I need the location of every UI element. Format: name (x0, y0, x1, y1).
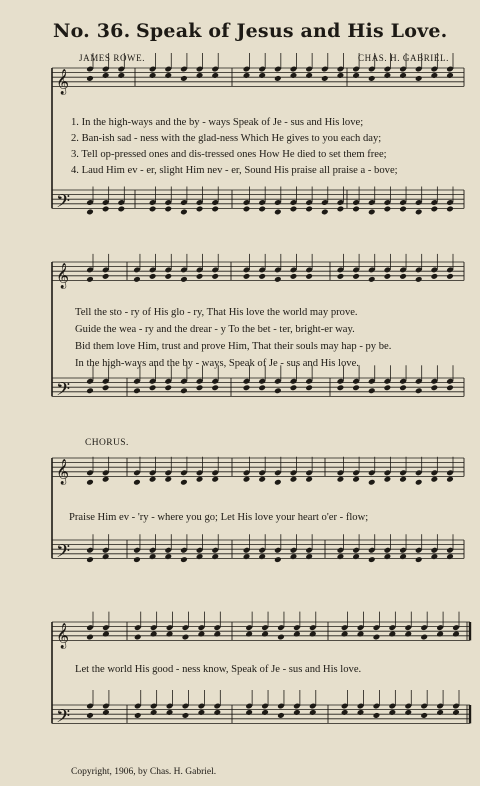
note-head (258, 476, 266, 483)
note-head (243, 273, 251, 280)
note-head (305, 476, 313, 483)
note-head (149, 206, 157, 213)
note-head (431, 476, 439, 483)
note-head (446, 206, 454, 213)
note-head (337, 273, 345, 280)
chorus-label: CHORUS. (85, 438, 129, 448)
note-head (415, 75, 423, 82)
chorus-line-1: Praise Him ev - 'ry - where you go; Let His love your heart o'er - flow; (69, 512, 369, 523)
note-head (337, 72, 345, 79)
note-head (436, 631, 444, 638)
note-head (274, 556, 282, 563)
note-head (399, 384, 407, 391)
bass-clef: 𝄢 (56, 191, 71, 217)
note-head (389, 631, 397, 638)
note-head (196, 206, 204, 213)
treble-clef: 𝄞 (56, 69, 70, 95)
note-head (399, 273, 407, 280)
note-head (211, 72, 219, 79)
note-head (261, 709, 269, 716)
note-head (352, 273, 360, 280)
note-head (446, 476, 454, 483)
note-head (86, 634, 94, 641)
note-head (213, 631, 221, 638)
note-head (102, 631, 110, 638)
note-head (431, 384, 439, 391)
note-head (399, 476, 407, 483)
note-head (446, 72, 454, 79)
note-head (321, 209, 329, 216)
verse-3-line-1: 3. Tell op-pressed ones and dis-tressed ones How He died to set them free; (71, 149, 387, 160)
note-head (337, 384, 345, 391)
note-head (149, 72, 157, 79)
bass-clef: 𝄢 (56, 379, 71, 405)
note-head (384, 72, 392, 79)
note-head (309, 631, 317, 638)
note-head (102, 384, 110, 391)
note-head (384, 384, 392, 391)
note-head (243, 476, 251, 483)
note-head (389, 709, 397, 716)
note-head (198, 631, 206, 638)
note-head (341, 709, 349, 716)
note-head (134, 634, 142, 641)
note-head (415, 276, 423, 283)
note-head (368, 556, 376, 563)
note-head (431, 72, 439, 79)
note-head (258, 72, 266, 79)
note-head (211, 476, 219, 483)
note-head (150, 631, 158, 638)
note-head (274, 479, 282, 486)
note-head (164, 206, 172, 213)
note-head (404, 631, 412, 638)
hymn-title: Speak of Jesus and His Love. (136, 20, 448, 42)
note-head (415, 387, 423, 394)
note-head (198, 709, 206, 716)
note-head (258, 384, 266, 391)
note-head (102, 709, 110, 716)
note-head (134, 712, 142, 719)
note-head (452, 709, 460, 716)
note-head (277, 712, 285, 719)
note-head (352, 553, 360, 560)
note-head (368, 387, 376, 394)
note-head (384, 476, 392, 483)
note-head (446, 553, 454, 560)
note-head (164, 72, 172, 79)
note-head (182, 712, 190, 719)
note-head (180, 387, 188, 394)
verse-1-line-1: 1. In the high-ways and the by - ways Speak of Je - sus and His love; (71, 117, 364, 128)
note-head (86, 387, 94, 394)
note-head (166, 709, 174, 716)
note-head (164, 384, 172, 391)
note-head (149, 384, 157, 391)
note-head (243, 553, 251, 560)
copyright-notice: Copyright, 1906, by Chas. H. Gabriel. (71, 767, 217, 777)
note-head (290, 476, 298, 483)
chorus-line-2: Let the world His good - ness know, Speak of Je - sus and His love. (75, 664, 362, 675)
treble-clef: 𝄞 (56, 459, 70, 485)
note-head (196, 476, 204, 483)
note-head (293, 709, 301, 716)
note-head (213, 709, 221, 716)
note-head (245, 709, 253, 716)
note-head (86, 479, 94, 486)
note-head (102, 273, 110, 280)
note-head (102, 72, 110, 79)
note-head (274, 209, 282, 216)
note-head (274, 276, 282, 283)
note-head (352, 72, 360, 79)
note-head (274, 75, 282, 82)
note-head (431, 273, 439, 280)
note-head (180, 276, 188, 283)
note-head (368, 276, 376, 283)
note-head (274, 387, 282, 394)
note-head (102, 553, 110, 560)
note-head (164, 273, 172, 280)
verse-3-line-2: Bid them love Him, trust and prove Him, That their souls may hap - py be. (75, 341, 392, 352)
note-head (309, 709, 317, 716)
note-head (196, 553, 204, 560)
note-head (341, 631, 349, 638)
note-head (431, 206, 439, 213)
note-head (399, 553, 407, 560)
note-head (149, 553, 157, 560)
note-head (404, 709, 412, 716)
note-head (164, 553, 172, 560)
note-head (164, 476, 172, 483)
note-head (180, 556, 188, 563)
note-head (290, 72, 298, 79)
note-head (368, 209, 376, 216)
note-head (446, 384, 454, 391)
note-head (180, 209, 188, 216)
note-head (384, 553, 392, 560)
note-head (436, 709, 444, 716)
note-head (86, 712, 94, 719)
bass-clef: 𝄢 (56, 541, 71, 567)
note-head (357, 631, 365, 638)
note-head (305, 206, 313, 213)
note-head (446, 273, 454, 280)
note-head (86, 209, 94, 216)
note-head (211, 384, 219, 391)
lyricist-credit: JAMES ROWE. (79, 53, 146, 63)
note-head (290, 206, 298, 213)
note-head (415, 209, 423, 216)
note-head (150, 709, 158, 716)
bass-clef: 𝄢 (56, 706, 71, 732)
note-head (102, 206, 110, 213)
note-head (290, 273, 298, 280)
note-head (373, 634, 381, 641)
note-head (86, 75, 94, 82)
note-head (180, 75, 188, 82)
note-head (352, 384, 360, 391)
composer-credit: CHAS. H. GABRIEL. (358, 53, 449, 63)
note-head (337, 206, 345, 213)
note-head (384, 206, 392, 213)
note-head (305, 273, 313, 280)
note-head (357, 709, 365, 716)
note-head (305, 72, 313, 79)
verse-1-line-2: Tell the sto - ry of His glo - ry, That His love the world may prove. (75, 307, 358, 318)
note-head (290, 384, 298, 391)
note-head (117, 206, 125, 213)
treble-clef: 𝄞 (56, 623, 70, 649)
note-head (415, 556, 423, 563)
note-head (384, 273, 392, 280)
note-head (337, 476, 345, 483)
note-head (133, 479, 141, 486)
note-head (211, 206, 219, 213)
note-head (352, 206, 360, 213)
note-head (166, 631, 174, 638)
note-head (305, 384, 313, 391)
note-head (368, 479, 376, 486)
note-head (211, 553, 219, 560)
note-head (149, 273, 157, 280)
note-head (133, 556, 141, 563)
note-head (182, 634, 190, 641)
hymn-number: No. 36. (53, 20, 131, 42)
note-head (196, 273, 204, 280)
note-head (399, 72, 407, 79)
verse-4-line-1: 4. Laud Him ev - er, slight Him nev - er, Sound His praise all praise a - bove; (71, 165, 398, 176)
note-head (211, 273, 219, 280)
note-head (277, 634, 285, 641)
note-head (258, 206, 266, 213)
note-head (373, 712, 381, 719)
note-head (86, 276, 94, 283)
note-head (431, 553, 439, 560)
note-head (415, 479, 423, 486)
note-head (337, 553, 345, 560)
note-head (305, 553, 313, 560)
verse-2-line-1: 2. Ban-ish sad - ness with the glad-ness Which He gives to you each day; (71, 133, 382, 144)
note-head (293, 631, 301, 638)
note-head (258, 273, 266, 280)
note-head (243, 206, 251, 213)
note-head (180, 479, 188, 486)
note-head (86, 556, 94, 563)
note-head (149, 476, 157, 483)
note-head (133, 276, 141, 283)
note-head (243, 72, 251, 79)
treble-clef: 𝄞 (56, 263, 70, 289)
note-head (117, 72, 125, 79)
note-head (321, 75, 329, 82)
verse-2-line-2: Guide the wea - ry and the drear - y To the bet - ter, bright-er way. (75, 324, 355, 335)
note-head (261, 631, 269, 638)
note-head (133, 387, 141, 394)
verse-4-line-2: In the high-ways and the by - ways, Speak of Je - sus and His love. (75, 358, 359, 369)
note-head (243, 384, 251, 391)
note-head (452, 631, 460, 638)
note-head (420, 712, 428, 719)
note-head (102, 476, 110, 483)
note-head (258, 553, 266, 560)
note-head (196, 384, 204, 391)
note-head (420, 634, 428, 641)
note-head (368, 75, 376, 82)
note-head (290, 553, 298, 560)
note-head (399, 206, 407, 213)
note-head (245, 631, 253, 638)
note-head (196, 72, 204, 79)
note-head (352, 476, 360, 483)
